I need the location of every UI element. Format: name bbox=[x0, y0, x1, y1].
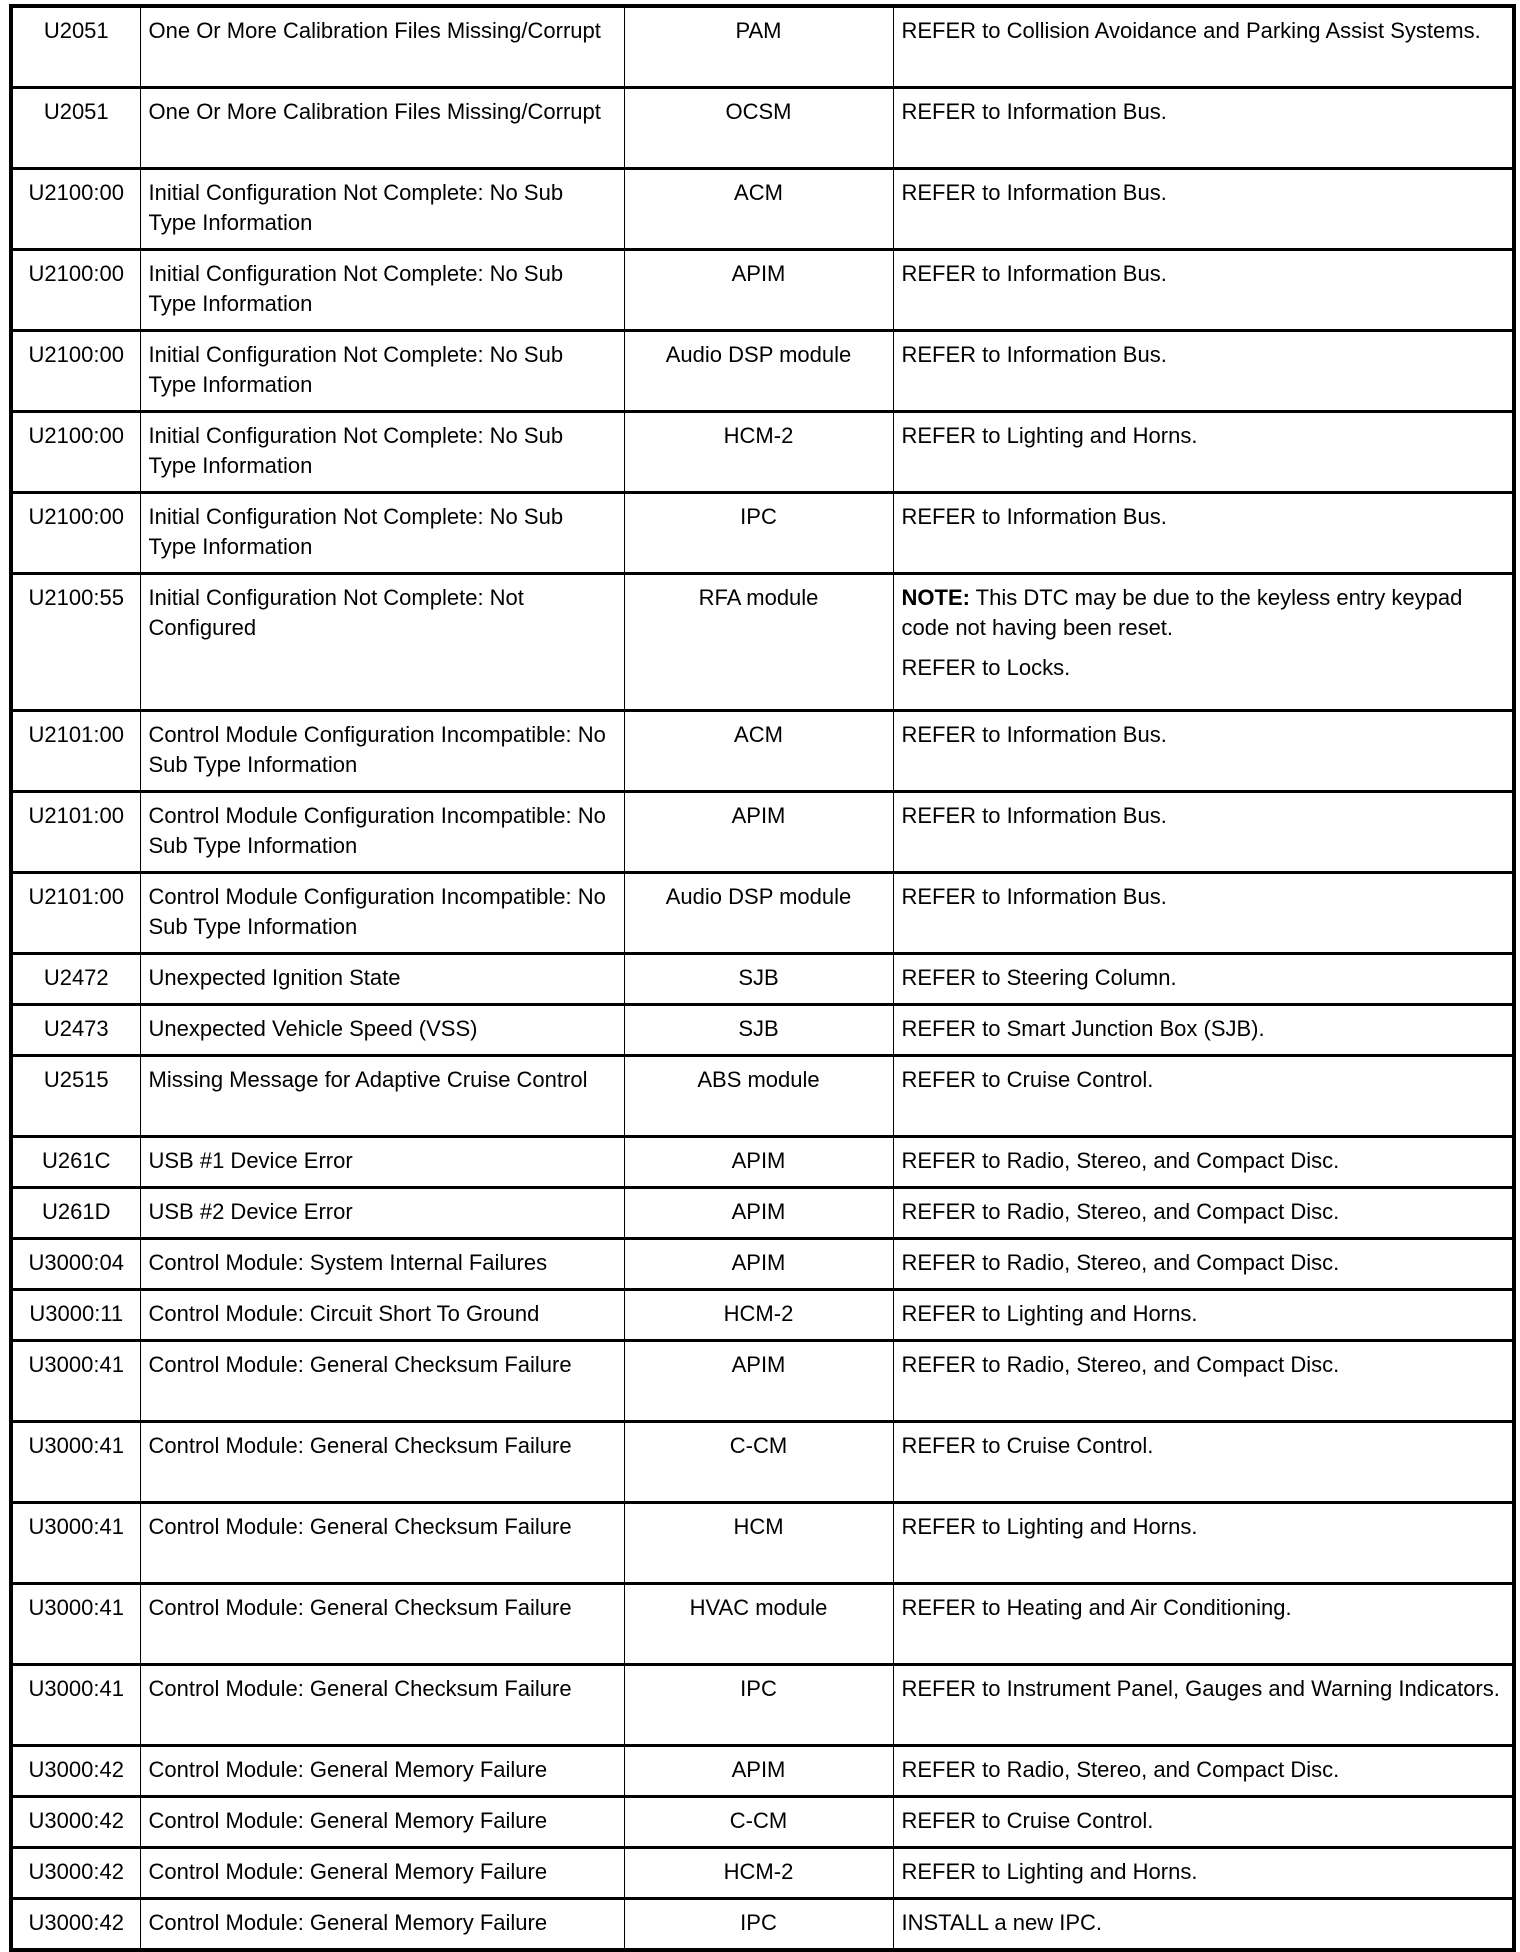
table-row bbox=[11, 1005, 1514, 1056]
description-cell: Unexpected Vehicle Speed (VSS) bbox=[140, 1005, 624, 1056]
action-cell: REFER to Information Bus. bbox=[893, 711, 1514, 792]
description-cell: Initial Configuration Not Complete: No Sub Type Information bbox=[140, 331, 624, 412]
action-cell: REFER to Smart Junction Box (SJB). bbox=[893, 1005, 1514, 1056]
table-row bbox=[11, 1137, 1514, 1188]
dtc-code-cell: U3000:41 bbox=[11, 1584, 140, 1665]
action-cell: REFER to Information Bus. bbox=[893, 792, 1514, 873]
dtc-code-cell: U2515 bbox=[11, 1056, 140, 1137]
dtc-code-cell: U3000:41 bbox=[11, 1422, 140, 1503]
table-row bbox=[11, 574, 1514, 711]
module-cell: SJB bbox=[624, 954, 893, 1005]
table-row bbox=[11, 88, 1514, 169]
action-cell: REFER to Radio, Stereo, and Compact Disc. bbox=[893, 1341, 1514, 1422]
description-cell: Initial Configuration Not Complete: No Sub Type Information bbox=[140, 250, 624, 331]
module-cell: ACM bbox=[624, 711, 893, 792]
action-cell: REFER to Steering Column. bbox=[893, 954, 1514, 1005]
dtc-code-cell: U2051 bbox=[11, 88, 140, 169]
module-cell: IPC bbox=[624, 493, 893, 574]
dtc-code-cell: U3000:42 bbox=[11, 1797, 140, 1848]
table-row bbox=[11, 1584, 1514, 1665]
description-cell: Control Module Configuration Incompatible: No Sub Type Information bbox=[140, 711, 624, 792]
module-cell: HVAC module bbox=[624, 1584, 893, 1665]
description-cell: Control Module: General Memory Failure bbox=[140, 1899, 624, 1951]
note-label: NOTE: bbox=[901, 585, 970, 610]
table-row bbox=[11, 1290, 1514, 1341]
description-cell: USB #2 Device Error bbox=[140, 1188, 624, 1239]
table-row bbox=[11, 331, 1514, 412]
dtc-table bbox=[9, 4, 1516, 1952]
table-row bbox=[11, 1797, 1514, 1848]
action-cell: REFER to Lighting and Horns. bbox=[893, 1503, 1514, 1584]
table-row bbox=[11, 711, 1514, 792]
description-cell: Control Module: General Checksum Failure bbox=[140, 1422, 624, 1503]
action-cell: REFER to Information Bus. bbox=[893, 331, 1514, 412]
table-row bbox=[11, 1848, 1514, 1899]
table-row bbox=[11, 1422, 1514, 1503]
dtc-code-cell: U2100:00 bbox=[11, 169, 140, 250]
module-cell: APIM bbox=[624, 1188, 893, 1239]
table-row bbox=[11, 1665, 1514, 1746]
module-cell: OCSM bbox=[624, 88, 893, 169]
dtc-code-cell: U3000:42 bbox=[11, 1746, 140, 1797]
action-cell bbox=[893, 574, 1514, 711]
table-row bbox=[11, 1503, 1514, 1584]
action-cell: REFER to Cruise Control. bbox=[893, 1797, 1514, 1848]
dtc-table-body bbox=[11, 6, 1514, 1950]
table-row bbox=[11, 1746, 1514, 1797]
description-cell: One Or More Calibration Files Missing/Corrupt bbox=[140, 88, 624, 169]
table-row bbox=[11, 1056, 1514, 1137]
table-row bbox=[11, 1188, 1514, 1239]
description-cell: Initial Configuration Not Complete: No Sub Type Information bbox=[140, 412, 624, 493]
dtc-code-cell: U3000:41 bbox=[11, 1341, 140, 1422]
module-cell: HCM-2 bbox=[624, 412, 893, 493]
description-cell: Control Module: General Memory Failure bbox=[140, 1797, 624, 1848]
table-row bbox=[11, 169, 1514, 250]
dtc-code-cell: U3000:41 bbox=[11, 1665, 140, 1746]
dtc-code-cell: U2473 bbox=[11, 1005, 140, 1056]
module-cell: C-CM bbox=[624, 1422, 893, 1503]
module-cell: APIM bbox=[624, 792, 893, 873]
action-cell: REFER to Instrument Panel, Gauges and Warning Indicators. bbox=[893, 1665, 1514, 1746]
table-row bbox=[11, 6, 1514, 88]
description-cell: One Or More Calibration Files Missing/Corrupt bbox=[140, 6, 624, 88]
dtc-code-cell: U2101:00 bbox=[11, 792, 140, 873]
action-text: REFER to Locks. bbox=[901, 655, 1071, 680]
description-cell: Control Module: General Checksum Failure bbox=[140, 1503, 624, 1584]
description-cell: Control Module Configuration Incompatible: No Sub Type Information bbox=[140, 873, 624, 954]
action-cell: REFER to Information Bus. bbox=[893, 169, 1514, 250]
module-cell: APIM bbox=[624, 250, 893, 331]
dtc-code-cell: U3000:11 bbox=[11, 1290, 140, 1341]
action-cell: INSTALL a new IPC. bbox=[893, 1899, 1514, 1951]
module-cell: SJB bbox=[624, 1005, 893, 1056]
action-cell: REFER to Lighting and Horns. bbox=[893, 412, 1514, 493]
description-cell: Control Module: System Internal Failures bbox=[140, 1239, 624, 1290]
description-cell: Control Module: Circuit Short To Ground bbox=[140, 1290, 624, 1341]
description-cell: USB #1 Device Error bbox=[140, 1137, 624, 1188]
description-cell: Control Module Configuration Incompatible: No Sub Type Information bbox=[140, 792, 624, 873]
module-cell: IPC bbox=[624, 1899, 893, 1951]
description-cell: Control Module: General Memory Failure bbox=[140, 1746, 624, 1797]
action-cell: REFER to Radio, Stereo, and Compact Disc. bbox=[893, 1239, 1514, 1290]
module-cell: Audio DSP module bbox=[624, 873, 893, 954]
dtc-code-cell: U2100:00 bbox=[11, 250, 140, 331]
table-row bbox=[11, 250, 1514, 331]
table-row bbox=[11, 873, 1514, 954]
action-cell: REFER to Information Bus. bbox=[893, 493, 1514, 574]
dtc-code-cell: U2100:55 bbox=[11, 574, 140, 711]
action-cell: REFER to Radio, Stereo, and Compact Disc. bbox=[893, 1188, 1514, 1239]
action-cell: REFER to Lighting and Horns. bbox=[893, 1290, 1514, 1341]
description-cell: Initial Configuration Not Complete: No Sub Type Information bbox=[140, 169, 624, 250]
action-cell: REFER to Information Bus. bbox=[893, 250, 1514, 331]
module-cell: ABS module bbox=[624, 1056, 893, 1137]
description-cell: Initial Configuration Not Complete: No Sub Type Information bbox=[140, 493, 624, 574]
module-cell: HCM bbox=[624, 1503, 893, 1584]
action-cell: REFER to Heating and Air Conditioning. bbox=[893, 1584, 1514, 1665]
module-cell: HCM-2 bbox=[624, 1290, 893, 1341]
table-row bbox=[11, 412, 1514, 493]
module-cell: APIM bbox=[624, 1746, 893, 1797]
dtc-code-cell: U3000:42 bbox=[11, 1848, 140, 1899]
description-cell: Initial Configuration Not Complete: Not Configured bbox=[140, 574, 624, 711]
table-row bbox=[11, 1899, 1514, 1951]
action-cell: REFER to Information Bus. bbox=[893, 873, 1514, 954]
note-text: This DTC may be due to the keyless entry keypad code not having been reset. bbox=[901, 585, 1463, 640]
dtc-code-cell: U3000:04 bbox=[11, 1239, 140, 1290]
module-cell: APIM bbox=[624, 1239, 893, 1290]
description-cell: Missing Message for Adaptive Cruise Control bbox=[140, 1056, 624, 1137]
table-row bbox=[11, 954, 1514, 1005]
table-row bbox=[11, 792, 1514, 873]
dtc-code-cell: U2100:00 bbox=[11, 331, 140, 412]
module-cell: APIM bbox=[624, 1341, 893, 1422]
module-cell: Audio DSP module bbox=[624, 331, 893, 412]
dtc-code-cell: U3000:41 bbox=[11, 1503, 140, 1584]
description-cell: Control Module: General Checksum Failure bbox=[140, 1665, 624, 1746]
table-row bbox=[11, 493, 1514, 574]
dtc-code-cell: U2051 bbox=[11, 6, 140, 88]
description-cell: Control Module: General Memory Failure bbox=[140, 1848, 624, 1899]
module-cell: C-CM bbox=[624, 1797, 893, 1848]
module-cell: APIM bbox=[624, 1137, 893, 1188]
dtc-code-cell: U261C bbox=[11, 1137, 140, 1188]
action-cell: REFER to Cruise Control. bbox=[893, 1056, 1514, 1137]
module-cell: RFA module bbox=[624, 574, 893, 711]
description-cell: Control Module: General Checksum Failure bbox=[140, 1584, 624, 1665]
description-cell: Control Module: General Checksum Failure bbox=[140, 1341, 624, 1422]
note-paragraph bbox=[902, 583, 1505, 643]
dtc-code-cell: U2100:00 bbox=[11, 412, 140, 493]
module-cell: ACM bbox=[624, 169, 893, 250]
table-row bbox=[11, 1341, 1514, 1422]
table-row bbox=[11, 1239, 1514, 1290]
action-cell: REFER to Radio, Stereo, and Compact Disc. bbox=[893, 1137, 1514, 1188]
dtc-code-cell: U2472 bbox=[11, 954, 140, 1005]
dtc-code-cell: U2100:00 bbox=[11, 493, 140, 574]
dtc-code-cell: U3000:42 bbox=[11, 1899, 140, 1951]
action-cell: REFER to Radio, Stereo, and Compact Disc. bbox=[893, 1746, 1514, 1797]
module-cell: PAM bbox=[624, 6, 893, 88]
action-cell: REFER to Lighting and Horns. bbox=[893, 1848, 1514, 1899]
action-cell: REFER to Collision Avoidance and Parking Assist Systems. bbox=[893, 6, 1514, 88]
dtc-code-cell: U261D bbox=[11, 1188, 140, 1239]
description-cell: Unexpected Ignition State bbox=[140, 954, 624, 1005]
action-cell: REFER to Information Bus. bbox=[893, 88, 1514, 169]
dtc-code-cell: U2101:00 bbox=[11, 873, 140, 954]
action-cell: REFER to Cruise Control. bbox=[893, 1422, 1514, 1503]
dtc-code-cell: U2101:00 bbox=[11, 711, 140, 792]
module-cell: HCM-2 bbox=[624, 1848, 893, 1899]
module-cell: IPC bbox=[624, 1665, 893, 1746]
